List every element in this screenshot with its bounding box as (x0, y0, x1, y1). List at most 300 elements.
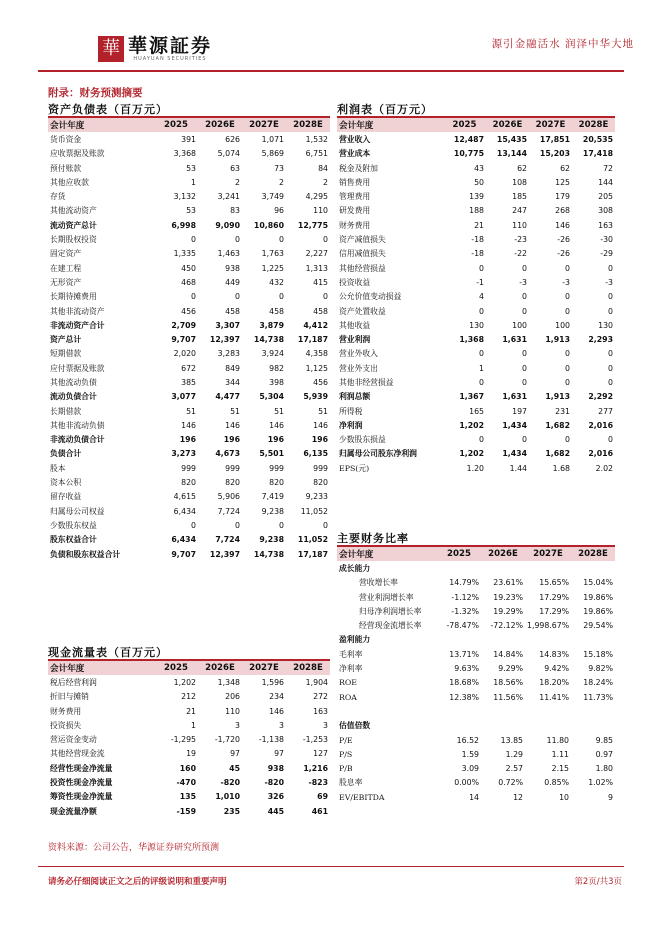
row-value: 308 (598, 206, 613, 216)
row-value: -78.47% (446, 621, 479, 631)
row-value: 938 (267, 763, 284, 773)
table-row (48, 147, 330, 161)
table-row (48, 404, 330, 418)
row-label: 营运资金变动 (50, 735, 97, 745)
ratios-title: 主要财务比率 (337, 532, 409, 545)
row-label: 成长能力 (339, 563, 371, 573)
row-value: 9 (608, 792, 613, 802)
row-value: 1,202 (459, 449, 484, 459)
row-value: 196 (223, 435, 240, 445)
row-value: 4 (479, 292, 484, 302)
table-row (337, 418, 615, 432)
row-value: -1 (476, 277, 484, 287)
row-value: 1,904 (305, 677, 328, 687)
row-value: 458 (225, 306, 240, 316)
row-value: 14.83% (539, 649, 569, 659)
table-row (48, 318, 330, 332)
row-value: -1,138 (258, 735, 284, 745)
appendix-title: 附录：财务预测摘要 (48, 87, 143, 99)
row-value: -820 (264, 778, 284, 788)
row-label: 股本 (50, 463, 66, 473)
row-value (525, 704, 571, 718)
row-value: 5,939 (303, 392, 328, 402)
column-header-label: 会计年度 (337, 118, 443, 132)
row-value: 12,397 (209, 335, 240, 345)
row-value: -30 (600, 235, 613, 245)
table-row (337, 604, 615, 618)
row-value: 14.84% (493, 649, 523, 659)
row-value: 165 (469, 406, 484, 416)
row-value: 17,187 (297, 335, 328, 345)
row-value: 4,412 (303, 320, 328, 330)
row-value: 0 (235, 235, 240, 245)
row-value: 6,135 (303, 449, 328, 459)
table-row (48, 790, 330, 804)
row-label: 短期借款 (50, 349, 82, 359)
table-row (48, 361, 330, 375)
row-value: 13.85 (500, 735, 523, 745)
row-value: 0 (608, 435, 613, 445)
row-value: 4,477 (215, 392, 240, 402)
row-value: 2,293 (588, 335, 613, 345)
column-header-year: 2026E (198, 118, 242, 132)
row-label: 货币资金 (50, 134, 82, 144)
table-row (337, 433, 615, 447)
logo-seal-icon: 華 (98, 36, 124, 62)
row-value: 97 (274, 749, 284, 759)
table-row (337, 461, 615, 475)
row-value: 461 (311, 806, 328, 816)
table-row (48, 461, 330, 475)
row-value: -1,253 (302, 735, 328, 745)
row-value: 146 (269, 420, 284, 430)
row-value: 125 (555, 177, 570, 187)
row-label: 归母净利润增长率 (359, 606, 422, 616)
row-value: 13.71% (449, 649, 479, 659)
row-value: 0 (479, 349, 484, 359)
footer-disclaimer: 请务必仔细阅读正文之后的评级说明和重要声明 (48, 877, 227, 887)
row-value: 456 (313, 377, 328, 387)
table-row (48, 132, 330, 146)
balance-sheet-table (48, 118, 330, 561)
row-value: -26 (557, 249, 570, 259)
table-row (337, 661, 615, 675)
row-label: 盈利能力 (339, 635, 371, 645)
row-value: 196 (179, 435, 196, 445)
row-value: 11,052 (300, 506, 328, 516)
row-label: 长期借款 (50, 406, 82, 416)
row-value: 9,238 (259, 535, 284, 545)
row-label: 经营性现金净流量 (50, 763, 113, 773)
row-value: 23.61% (493, 578, 523, 588)
row-value: 6,434 (173, 506, 196, 516)
table-row (337, 576, 615, 590)
logo-chinese-name: 華源証券 (128, 35, 213, 57)
row-label: 估值倍数 (339, 721, 371, 731)
row-label: 留存收益 (50, 492, 82, 502)
row-value: 2.02 (595, 463, 613, 473)
row-value: 0 (565, 263, 570, 273)
row-value: 4,615 (173, 492, 196, 502)
table-row (337, 790, 615, 804)
page-header (0, 0, 662, 74)
row-value: 999 (225, 463, 240, 473)
row-value: 0 (565, 292, 570, 302)
row-label: 资产总计 (50, 335, 82, 345)
table-header-row (48, 661, 330, 675)
row-value: 21 (474, 220, 484, 230)
column-header-year: 2028E (571, 547, 615, 561)
row-value: 0 (565, 306, 570, 316)
row-value: 1,913 (545, 392, 570, 402)
row-value: 1,434 (502, 420, 527, 430)
row-value: 626 (225, 134, 240, 144)
row-value: 5,074 (217, 149, 240, 159)
row-value: 0 (565, 435, 570, 445)
row-value: 849 (225, 363, 240, 373)
column-header-year: 2027E (242, 118, 286, 132)
column-header-year: 2025 (437, 547, 481, 561)
row-value: 3 (279, 720, 284, 730)
row-value: 11,052 (297, 535, 328, 545)
row-value: 3,749 (261, 192, 284, 202)
row-label: 营业外支出 (339, 363, 378, 373)
row-value: 11.41% (539, 692, 569, 702)
row-value: 1,071 (261, 134, 284, 144)
row-value (437, 561, 481, 575)
balance-sheet-title: 资产负债表（百万元） (48, 103, 168, 116)
row-value: 1.29 (505, 749, 523, 759)
row-value: 0 (479, 263, 484, 273)
row-label: 营业收入 (339, 134, 371, 144)
row-value: 3,368 (173, 149, 196, 159)
row-value: 6,998 (171, 220, 196, 230)
row-value: 12 (513, 792, 523, 802)
row-value: 146 (181, 420, 196, 430)
row-label: 其他经营现金流 (50, 749, 105, 759)
row-value: 63 (230, 163, 240, 173)
row-label: 股东权益合计 (50, 535, 97, 545)
row-value: 43 (474, 163, 484, 173)
row-value: 212 (181, 692, 196, 702)
row-value: 0.85% (544, 778, 569, 788)
table-row (337, 147, 615, 161)
row-value: 9,090 (215, 220, 240, 230)
row-value (571, 719, 615, 733)
table-row (337, 647, 615, 661)
row-label: 其他收益 (339, 320, 371, 330)
table-row (48, 732, 330, 746)
table-row (337, 719, 615, 733)
row-label: 应付票据及账款 (50, 363, 105, 373)
table-header-row (337, 118, 615, 132)
table-row (48, 518, 330, 532)
row-label: 其他非流动资产 (50, 306, 105, 316)
row-value: 6,751 (305, 149, 328, 159)
row-value: 344 (225, 377, 240, 387)
ratios-table (337, 547, 615, 804)
row-label: 资本公积 (50, 478, 82, 488)
row-value: 4,295 (305, 192, 328, 202)
row-value: -159 (176, 806, 196, 816)
table-row (48, 718, 330, 732)
row-value: 999 (269, 463, 284, 473)
table-row (337, 561, 615, 575)
column-header-year: 2027E (529, 118, 572, 132)
table-row (48, 747, 330, 761)
column-header-year: 2026E (198, 661, 242, 675)
row-value: 1.68 (552, 463, 570, 473)
row-value: 62 (517, 163, 527, 173)
row-value (437, 704, 481, 718)
row-value: -1.12% (451, 592, 479, 602)
table-row (48, 275, 330, 289)
table-row (48, 347, 330, 361)
row-value: 9,707 (171, 549, 196, 559)
row-value (571, 633, 615, 647)
row-label: 其他经营损益 (339, 263, 386, 273)
row-value: 820 (225, 478, 240, 488)
row-value: 15,435 (496, 134, 527, 144)
row-label: 投资损失 (50, 720, 82, 730)
row-value: 206 (225, 692, 240, 702)
row-value: 5,906 (217, 492, 240, 502)
row-value: 188 (469, 206, 484, 216)
row-label: 利润总额 (339, 392, 371, 402)
column-header-label: 会计年度 (337, 547, 437, 561)
table-row (48, 504, 330, 518)
row-value: 0 (479, 435, 484, 445)
row-value: 0 (522, 306, 527, 316)
row-value: 1.80 (595, 764, 613, 774)
table-row (337, 447, 615, 461)
table-row (48, 261, 330, 275)
row-value: 1,434 (502, 449, 527, 459)
row-value: 5,304 (259, 392, 284, 402)
table-row (48, 547, 330, 561)
row-value: 51 (274, 406, 284, 416)
row-value: -1.32% (451, 606, 479, 616)
row-value: 1,313 (305, 263, 328, 273)
row-value: 9.85 (595, 735, 613, 745)
row-value: 135 (179, 792, 196, 802)
table-row (48, 204, 330, 218)
row-value: 1,225 (261, 263, 284, 273)
row-value: 160 (179, 763, 196, 773)
row-label: 经营现金流增长率 (359, 621, 422, 631)
row-label: EPS(元) (339, 463, 370, 473)
row-value: 0 (235, 292, 240, 302)
row-value: -823 (308, 778, 328, 788)
row-label: P/S (339, 749, 353, 759)
row-value: 999 (313, 463, 328, 473)
row-value: -3 (519, 277, 527, 287)
row-value (525, 719, 571, 733)
column-header-year: 2026E (481, 547, 525, 561)
row-label: 非流动资产合计 (50, 320, 105, 330)
row-value: 450 (181, 263, 196, 273)
table-row (337, 676, 615, 690)
row-label: 筹资性现金净流量 (50, 792, 113, 802)
row-value: 96 (274, 206, 284, 216)
row-label (337, 704, 437, 718)
row-value: -23 (514, 235, 527, 245)
row-value: 19.29% (493, 606, 523, 616)
row-value: 17,851 (539, 134, 570, 144)
row-value: 1,368 (459, 335, 484, 345)
row-value: 146 (313, 420, 328, 430)
row-label: 负债和股东权益合计 (50, 549, 121, 559)
table-row (48, 304, 330, 318)
table-row (337, 275, 615, 289)
row-value: 7,419 (261, 492, 284, 502)
row-value: 0 (191, 235, 196, 245)
row-value: 2,292 (588, 392, 613, 402)
income-statement-title: 利润表（百万元） (337, 103, 433, 116)
row-value: 20,535 (582, 134, 613, 144)
row-value: 14.79% (449, 578, 479, 588)
row-value (525, 561, 571, 575)
table-row (48, 161, 330, 175)
row-value: 163 (598, 220, 613, 230)
row-label: 营收增长率 (359, 578, 398, 588)
row-value: 110 (225, 706, 240, 716)
row-value: 12.38% (449, 692, 479, 702)
row-value: 13,144 (496, 149, 527, 159)
row-label: 毛利率 (339, 649, 363, 659)
row-label: 研发费用 (339, 206, 371, 216)
row-value: 51 (318, 406, 328, 416)
row-value: 19.86% (583, 606, 613, 616)
row-label: 现金流量净额 (50, 806, 97, 816)
row-value: 231 (555, 406, 570, 416)
row-value: 29.54% (583, 621, 613, 631)
row-value: 1.59 (461, 749, 479, 759)
table-row (337, 161, 615, 175)
row-value: 15,203 (539, 149, 570, 159)
row-label: 股息率 (339, 778, 363, 788)
table-row (337, 347, 615, 361)
row-value: 7,724 (217, 506, 240, 516)
row-value: 0 (608, 292, 613, 302)
row-value: 3,241 (217, 192, 240, 202)
row-value: 18.68% (449, 678, 479, 688)
column-header-year: 2027E (525, 547, 571, 561)
row-value (481, 561, 525, 575)
row-value: 130 (469, 320, 484, 330)
row-value: 3 (323, 720, 328, 730)
row-value: 2,016 (588, 420, 613, 430)
company-logo (98, 36, 212, 62)
row-value: 0.00% (454, 778, 479, 788)
row-value: 146 (555, 220, 570, 230)
row-value: 1 (479, 363, 484, 373)
table-row (337, 304, 615, 318)
row-value: 197 (512, 406, 527, 416)
table-row (48, 175, 330, 189)
table-row (48, 189, 330, 203)
row-label: 营业利润 (339, 335, 371, 345)
row-value: 5,501 (259, 449, 284, 459)
row-value: 1,682 (545, 420, 570, 430)
row-value: 449 (225, 277, 240, 287)
row-value: 2.15 (551, 764, 569, 774)
row-label: 其他非流动负债 (50, 420, 105, 430)
column-header-year: 2028E (286, 661, 330, 675)
row-value: 1,998.67% (527, 621, 570, 631)
row-label: 营业外收入 (339, 349, 378, 359)
row-label: 应收票据及账款 (50, 149, 105, 159)
row-value: 0 (191, 292, 196, 302)
row-value: 0.97 (595, 749, 613, 759)
row-value: 0 (279, 520, 284, 530)
table-row (48, 390, 330, 404)
table-row (48, 447, 330, 461)
row-label: 负债合计 (50, 449, 82, 459)
row-label: 其他流动负债 (50, 377, 97, 387)
row-value (481, 704, 525, 718)
row-value (481, 633, 525, 647)
row-value: 0.72% (498, 778, 523, 788)
data-source-note: 资料来源：公司公告，华源证券研究所预测 (48, 843, 220, 853)
row-label: 投资性现金净流量 (50, 778, 113, 788)
row-label: 归属母公司股东净利润 (339, 449, 417, 459)
row-value: 179 (555, 192, 570, 202)
row-value: 3,077 (171, 392, 196, 402)
column-header-label: 会计年度 (48, 118, 154, 132)
table-header-row (337, 547, 615, 561)
row-value: 0 (279, 235, 284, 245)
row-label: P/B (339, 764, 353, 774)
row-value: -820 (220, 778, 240, 788)
row-value: 11.56% (493, 692, 523, 702)
row-value (437, 633, 481, 647)
row-value: 3,273 (171, 449, 196, 459)
row-value: 1,463 (217, 249, 240, 259)
table-row (48, 290, 330, 304)
row-label: EV/EBITDA (339, 792, 385, 802)
row-value: 110 (512, 220, 527, 230)
row-value: 62 (560, 163, 570, 173)
row-value: 1,763 (261, 249, 284, 259)
row-value: 0 (235, 520, 240, 530)
row-value: 0 (323, 292, 328, 302)
row-label: 长期股权投资 (50, 235, 97, 245)
column-header-year: 2025 (443, 118, 486, 132)
row-label: ROE (339, 678, 357, 688)
row-value (437, 719, 481, 733)
row-value: 234 (269, 692, 284, 702)
row-value: 0 (191, 520, 196, 530)
table-row (48, 375, 330, 389)
row-value: 9,238 (261, 506, 284, 516)
row-value: 12,397 (209, 549, 240, 559)
row-value: 1,367 (459, 392, 484, 402)
row-value: 1.11 (551, 749, 569, 759)
row-value: -1,295 (170, 735, 196, 745)
row-value: 72 (603, 163, 613, 173)
row-value: 0 (522, 292, 527, 302)
row-value: 820 (313, 478, 328, 488)
row-value: 19 (186, 749, 196, 759)
row-value: 146 (225, 420, 240, 430)
table-row (48, 675, 330, 689)
row-value: 100 (512, 320, 527, 330)
row-value: -3 (605, 277, 613, 287)
row-label: 预付账款 (50, 163, 82, 173)
row-value: 1,631 (502, 392, 527, 402)
row-value: 672 (181, 363, 196, 373)
